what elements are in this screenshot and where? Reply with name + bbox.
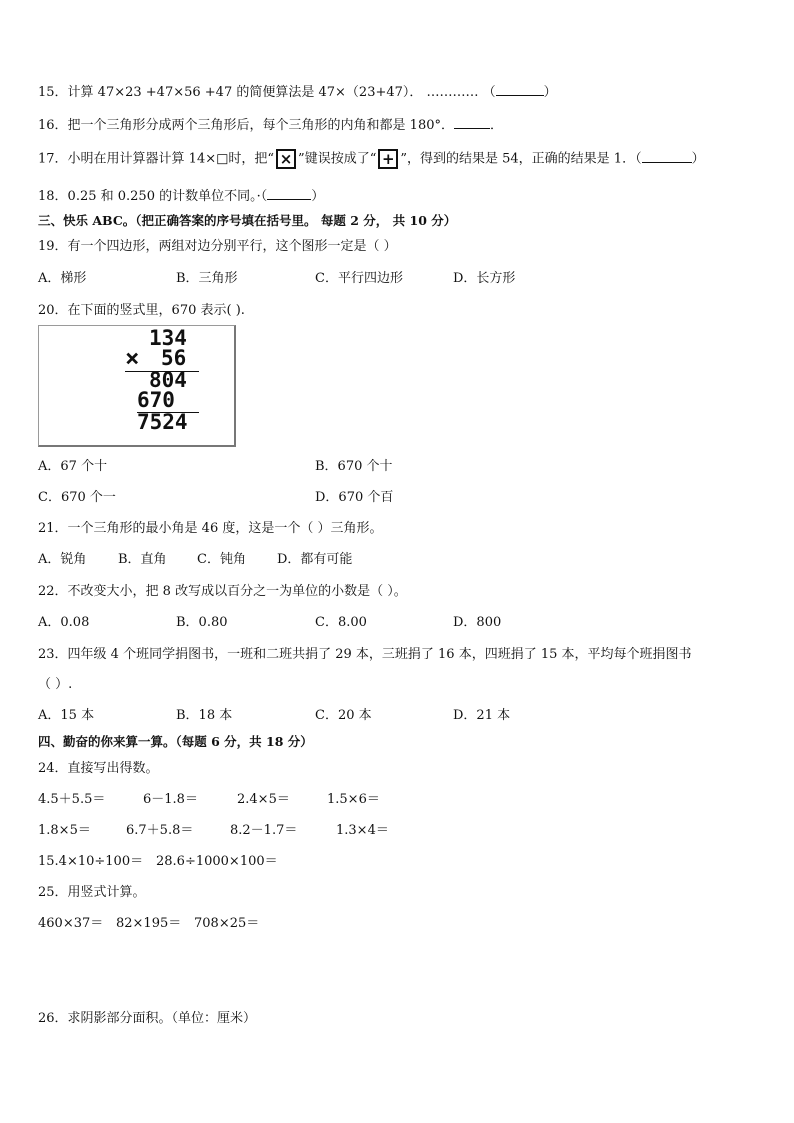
question-17-mid: ”键误按成了“ — [298, 151, 377, 167]
calc-item: 6.7＋5.8＝ — [126, 823, 194, 838]
question-24-text: 24．直接写出得数。 — [38, 761, 159, 776]
multiplicand: 134 — [149, 326, 187, 350]
q21-option-b: B．直角 — [118, 552, 167, 567]
answer-blank — [496, 83, 544, 96]
q23-option-b: B．18 本 — [176, 708, 233, 723]
question-16-tail: ． — [490, 118, 504, 133]
calc-item: 15.4×10÷100＝ — [38, 854, 144, 869]
question-25-text: 25．用竖式计算。 — [38, 885, 146, 900]
q22-option-a: A．0.08 — [38, 615, 90, 630]
calc-item: 28.6÷1000×100＝ — [156, 854, 278, 869]
multiply-sign-icon: × — [125, 344, 140, 372]
partial-product-2: 670 — [137, 388, 175, 412]
multiply-key-icon: × — [276, 149, 296, 169]
plus-key-icon: + — [378, 149, 398, 169]
q19-option-b: B．三角形 — [176, 271, 238, 286]
product: 7524 — [137, 410, 188, 434]
question-21-text: 21．一个三角形的最小角是 46 度，这是一个（ ）三角形。 — [38, 521, 383, 536]
answer-blank — [267, 187, 311, 200]
question-20-text: 20．在下面的竖式里，670 表示( ). — [38, 303, 245, 318]
calc-item: 460×37＝ — [38, 916, 104, 931]
closing-paren: ） — [691, 151, 705, 167]
question-26-text: 26．求阴影部分面积。（单位：厘米） — [38, 1011, 257, 1026]
calc-item: 82×195＝ — [116, 916, 182, 931]
answer-blank — [642, 150, 692, 163]
section-3-heading: 三、快乐 ABC。（把正确答案的序号填在括号里。 每题 2 分， 共 10 分） — [38, 213, 457, 228]
question-17-pre: 17．小明在用计算器计算 14×□时，把“ — [38, 151, 275, 167]
q22-option-b: B．0.80 — [176, 615, 228, 630]
calc-item: 1.5×6＝ — [327, 792, 380, 807]
q21-option-a: A．锐角 — [38, 552, 87, 567]
multiplier: 56 — [161, 346, 187, 370]
question-16-text: 16．把一个三角形分成两个三角形后，每个三角形的内角和都是 180°． — [38, 118, 454, 133]
closing-paren: ） — [311, 189, 325, 204]
closing-paren: ） — [543, 85, 557, 100]
q21-option-c: C．钝角 — [197, 552, 246, 567]
question-16 — [38, 116, 503, 135]
question-15-text: 15．计算 47×23 +47×56 +47 的简便算法是 47×（23+47）． ………… （ — [38, 85, 496, 100]
calc-item: 8.2－1.7＝ — [230, 823, 298, 838]
question-17 — [38, 149, 705, 169]
partial-product-1: 804 — [149, 368, 187, 392]
question-19-text: 19．有一个四边形，两组对边分别平行，这个图形一定是（ ） — [38, 239, 397, 254]
q20-option-c: C．670 个一 — [38, 490, 116, 505]
q20-option-d: D．670 个百 — [315, 490, 394, 505]
q21-option-d: D．都有可能 — [277, 552, 353, 567]
q20-option-a: A．67 个十 — [38, 459, 108, 474]
q23-option-d: D．21 本 — [453, 708, 511, 723]
q20-option-b: B．670 个十 — [315, 459, 393, 474]
calc-item: 1.8×5＝ — [38, 823, 91, 838]
calc-item: 1.3×4＝ — [336, 823, 389, 838]
question-18-text: 18．0.25 和 0.250 的计数单位不同。·（ — [38, 189, 268, 204]
question-18 — [38, 187, 324, 206]
question-17-post: ”，得到的结果是 54，正确的结果是 1．（ — [400, 151, 642, 167]
q22-option-d: D．800 — [453, 615, 502, 630]
answer-blank — [454, 116, 490, 129]
q22-option-c: C．8.00 — [315, 615, 367, 630]
q19-option-a: A．梯形 — [38, 271, 87, 286]
q19-option-d: D．长方形 — [453, 271, 516, 286]
q23-option-c: C．20 本 — [315, 708, 372, 723]
calc-item: 4.5＋5.5＝ — [38, 792, 106, 807]
question-23-text-2: （ ）. — [38, 677, 73, 692]
calc-item: 708×25＝ — [194, 916, 260, 931]
q23-option-a: A．15 本 — [38, 708, 95, 723]
vertical-multiplication-figure — [38, 325, 236, 447]
section-4-heading: 四、勤奋的你来算一算。（每题 6 分，共 18 分） — [38, 734, 313, 749]
calc-item: 2.4×5＝ — [237, 792, 290, 807]
question-15 — [38, 83, 557, 102]
question-22-text: 22．不改变大小，把 8 改写成以百分之一为单位的小数是（ ）。 — [38, 584, 407, 599]
q19-option-c: C．平行四边形 — [315, 271, 403, 286]
question-23-text: 23．四年级 4 个班同学捐图书，一班和二班共捐了 29 本，三班捐了 16 本，四班捐了 15 本，平均每个班捐图书 — [38, 647, 692, 662]
calc-item: 6－1.8＝ — [143, 792, 198, 807]
